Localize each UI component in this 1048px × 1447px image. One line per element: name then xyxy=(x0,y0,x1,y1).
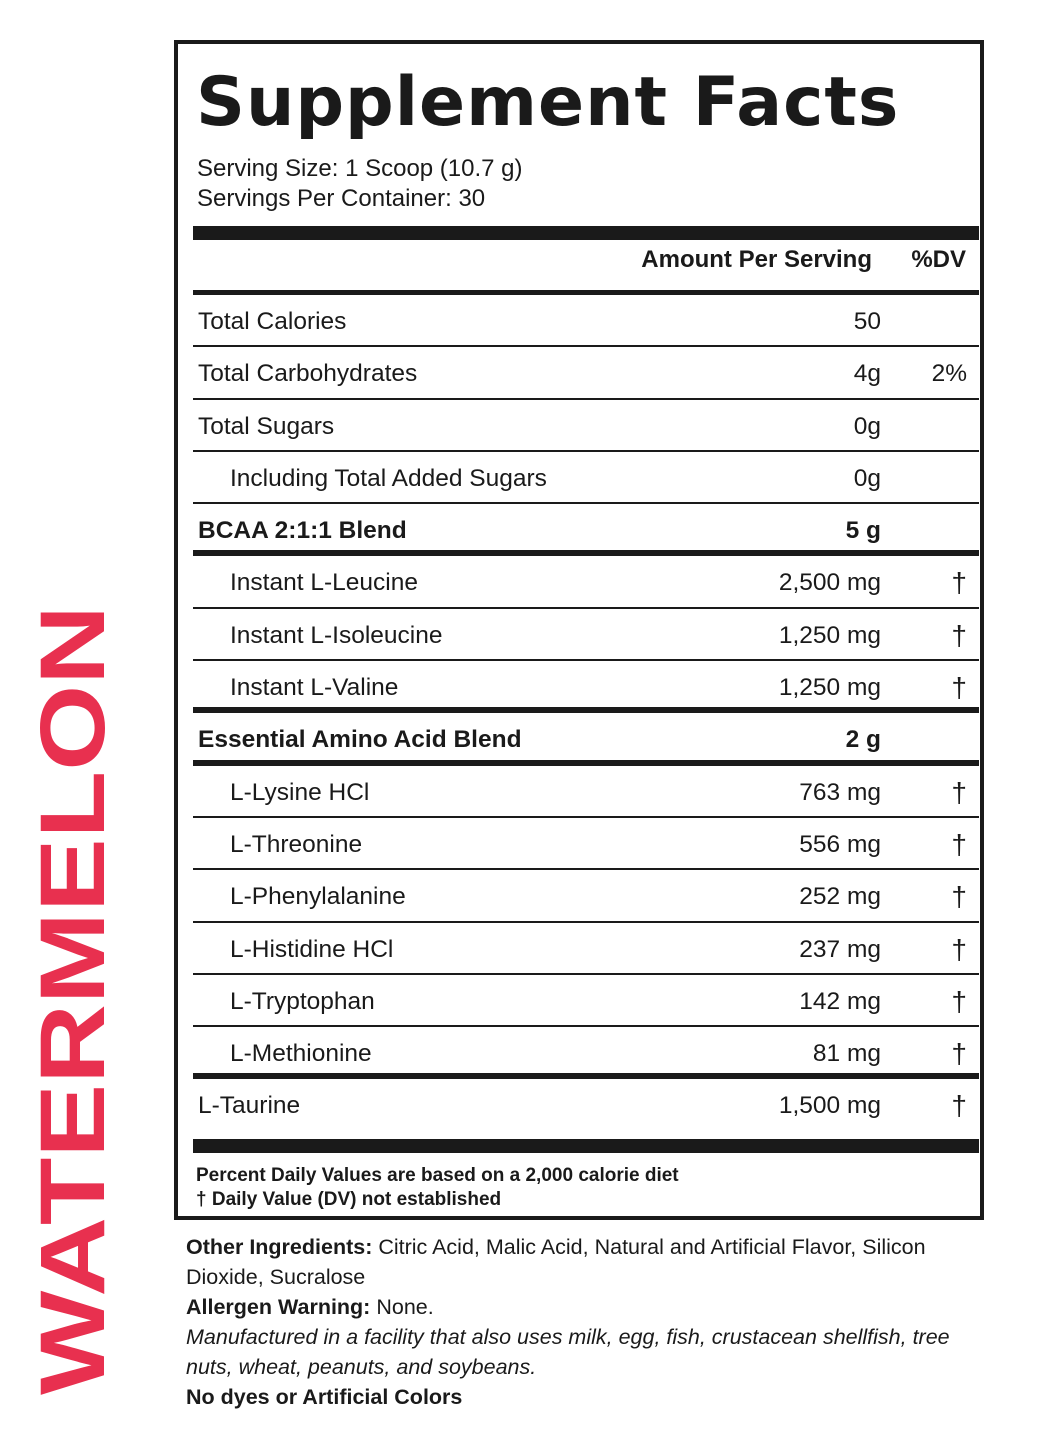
supplement-facts-panel xyxy=(174,40,984,1220)
ingredient-info xyxy=(186,1232,986,1412)
other-ingredients xyxy=(186,1232,986,1292)
nutrient-amount: 1,250 mg xyxy=(778,674,881,702)
table-row xyxy=(193,400,979,452)
amount-per-serving-header: Amount Per Serving xyxy=(641,246,872,273)
nutrient-name: Total Calories xyxy=(198,308,347,335)
dagger-mark: † xyxy=(951,567,967,599)
facility-note: Manufactured in a facility that also uses milk, egg, fish, crustacean shellfish, tree nuts, wheat, peanuts, and soybeans. xyxy=(186,1325,950,1379)
dv-basis-note: Percent Daily Values are based on a 2,000 calorie diet xyxy=(196,1165,679,1186)
allergen-label: Allergen Warning: xyxy=(186,1295,371,1319)
nutrient-amount: 763 mg xyxy=(799,778,881,806)
blend-amount: 2 g xyxy=(845,726,881,754)
thick-divider-top xyxy=(193,226,979,240)
nutrient-amount: 0g xyxy=(853,412,881,440)
footnotes xyxy=(196,1164,679,1212)
nutrient-amount: 252 mg xyxy=(799,883,881,911)
dv-not-established-note: † Daily Value (DV) not established xyxy=(196,1189,502,1210)
dagger-mark: † xyxy=(951,828,967,860)
nutrient-dv: 2% xyxy=(931,360,967,388)
table-row xyxy=(193,452,979,504)
dagger-mark: † xyxy=(951,672,967,704)
nutrient-table xyxy=(193,295,979,1132)
table-row xyxy=(193,975,979,1027)
table-row xyxy=(193,870,979,922)
no-dyes-note: No dyes or Artificial Colors xyxy=(186,1385,463,1409)
table-row xyxy=(193,713,979,765)
nutrient-name: L-Phenylalanine xyxy=(230,883,406,911)
blend-name: BCAA 2:1:1 Blend xyxy=(198,517,407,545)
nutrient-name: Total Sugars xyxy=(198,412,335,440)
flavor-vertical-label xyxy=(22,600,124,1400)
table-row xyxy=(193,504,979,556)
nutrient-name: Total Carbohydrates xyxy=(198,360,418,388)
allergen-text: None. xyxy=(370,1295,434,1319)
table-row xyxy=(193,818,979,870)
nutrient-name: Including Total Added Sugars xyxy=(230,464,547,492)
table-row xyxy=(193,766,979,818)
dv-header: %DV xyxy=(911,246,966,273)
nutrient-amount: 0g xyxy=(853,464,881,492)
nutrient-amount: 81 mg xyxy=(812,1040,881,1068)
dagger-mark: † xyxy=(951,1090,967,1122)
nutrient-name: L-Methionine xyxy=(230,1040,372,1068)
serving-info xyxy=(197,154,523,214)
other-ingredients-text: Citric Acid, Malic Acid, Natural and Artificial Flavor, Silicon Dioxide, Sucralose xyxy=(186,1235,926,1289)
nutrient-name: L-Threonine xyxy=(230,830,363,858)
other-ingredients-label: Other Ingredients: xyxy=(186,1235,373,1259)
nutrient-name: L-Histidine HCl xyxy=(230,935,394,963)
dagger-mark: † xyxy=(951,619,967,651)
nutrient-name: Instant L-Leucine xyxy=(230,569,418,597)
nutrient-name: L-Tryptophan xyxy=(230,987,375,1015)
dagger-mark: † xyxy=(951,985,967,1017)
table-row xyxy=(193,1027,979,1079)
blend-amount: 5 g xyxy=(845,517,881,545)
table-row xyxy=(193,556,979,608)
nutrient-amount: 50 xyxy=(853,308,881,335)
nutrient-name: L-Taurine xyxy=(198,1092,301,1120)
nutrient-name: Instant L-Valine xyxy=(230,674,399,702)
nutrient-amount: 142 mg xyxy=(799,987,881,1015)
nutrient-amount: 556 mg xyxy=(799,830,881,858)
table-row xyxy=(193,347,979,399)
servings-per-container: Servings Per Container: 30 xyxy=(197,185,486,212)
allergen-warning xyxy=(186,1292,986,1322)
nutrient-amount: 1,500 mg xyxy=(778,1092,881,1120)
table-row xyxy=(193,295,979,347)
dagger-mark: † xyxy=(951,933,967,965)
table-row xyxy=(193,923,979,975)
nutrient-amount: 4g xyxy=(853,360,881,388)
dagger-mark: † xyxy=(951,1038,967,1070)
blend-name: Essential Amino Acid Blend xyxy=(198,726,522,754)
table-row xyxy=(193,609,979,661)
dagger-mark: † xyxy=(951,776,967,808)
panel-title: Supplement Facts xyxy=(196,63,900,142)
nutrient-amount: 237 mg xyxy=(799,935,881,963)
nutrient-name: Instant L-Isoleucine xyxy=(230,621,443,649)
nutrient-amount: 2,500 mg xyxy=(778,569,881,597)
table-row xyxy=(193,661,979,713)
nutrient-amount: 1,250 mg xyxy=(778,621,881,649)
nutrient-name: L-Lysine HCl xyxy=(230,778,370,806)
dagger-mark: † xyxy=(951,881,967,913)
thick-divider-bottom xyxy=(193,1139,979,1153)
table-row xyxy=(193,1079,979,1131)
flavor-text: WATERMELON xyxy=(22,737,124,1395)
serving-size: Serving Size: 1 Scoop (10.7 g) xyxy=(197,155,523,182)
